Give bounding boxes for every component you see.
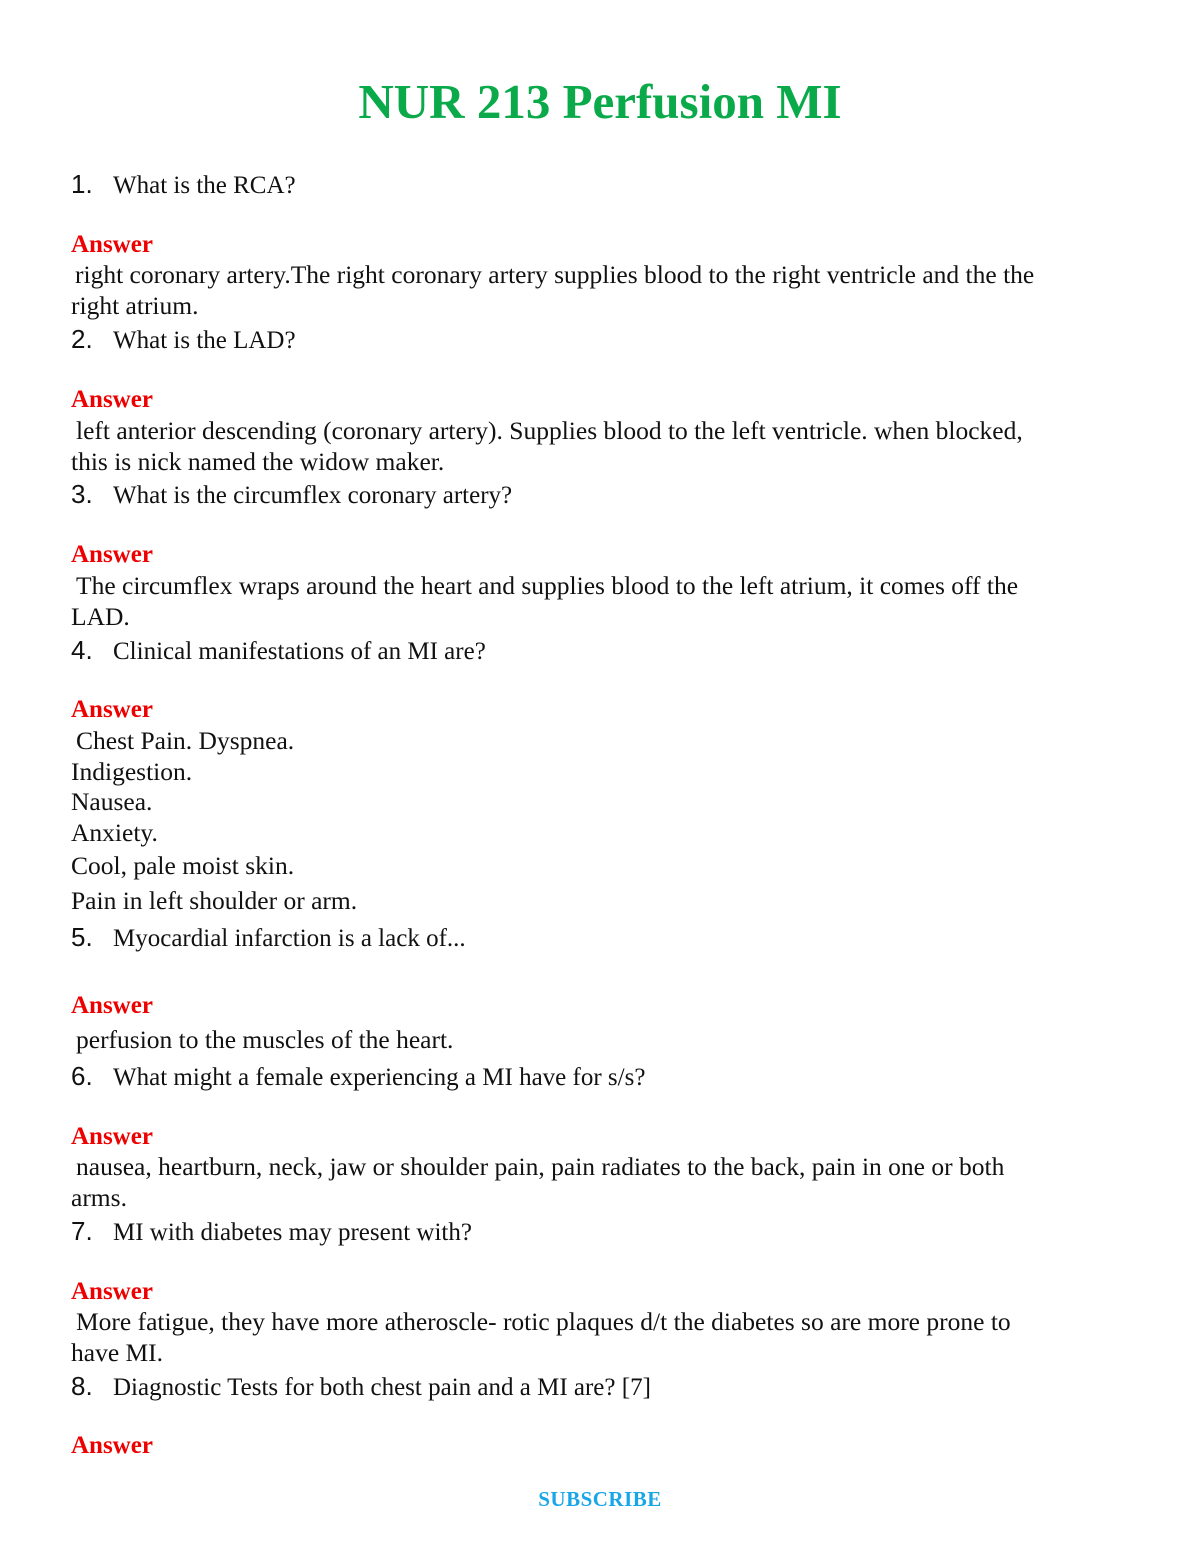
answer-label: Answer <box>71 696 153 723</box>
answer-7 <box>71 1306 1131 1368</box>
answer-text-line: Chest Pain. Dyspnea. <box>76 726 295 755</box>
answer-label: Answer <box>71 231 153 258</box>
question-4 <box>71 634 486 666</box>
answer-label: Answer <box>71 1123 153 1150</box>
answer-1 <box>71 259 1131 321</box>
question-number: 7. <box>71 1216 93 1246</box>
answer-label: Answer <box>71 541 153 568</box>
answer-text-line: Indigestion. <box>71 757 193 786</box>
page-title: NUR 213 Perfusion MI <box>358 74 842 129</box>
answer-text-line: perfusion to the muscles of the heart. <box>76 1025 454 1054</box>
question-3 <box>71 478 512 510</box>
answer-2 <box>71 415 1131 477</box>
question-number: 5. <box>71 922 93 952</box>
question-8 <box>71 1370 651 1402</box>
question-7 <box>71 1215 472 1247</box>
question-text: What is the RCA? <box>113 172 296 199</box>
answer-text-line: LAD. <box>71 602 130 631</box>
answer-text-line: have MI. <box>71 1338 164 1367</box>
answer-5 <box>71 1024 1131 1055</box>
question-text: Myocardial infarction is a lack of... <box>113 925 466 952</box>
question-text: Clinical manifestations of an MI are? <box>113 638 486 665</box>
answer-label: Answer <box>71 1432 153 1459</box>
answer-text-line: this is nick named the widow maker. <box>71 447 445 476</box>
question-text: What is the circumflex coronary artery? <box>113 482 513 509</box>
question-number: 3. <box>71 479 93 509</box>
answer-text-line: right atrium. <box>71 291 199 320</box>
question-number: 4. <box>71 635 93 665</box>
answer-label: Answer <box>71 386 153 413</box>
answer-text-line: arms. <box>71 1183 127 1212</box>
question-text: What is the LAD? <box>113 327 296 354</box>
answer-text-line: nausea, heartburn, neck, jaw or shoulder pain, pain radiates to the back, pain in one or both <box>76 1152 1005 1181</box>
question-text: MI with diabetes may present with? <box>113 1219 472 1246</box>
question-2 <box>71 323 296 355</box>
answer-text-line: Cool, pale moist skin. <box>71 851 295 880</box>
answer-text-line: The circumflex wraps around the heart and supplies blood to the left atrium, it comes off the <box>76 571 1019 600</box>
question-number: 2. <box>71 324 93 354</box>
subscribe-link[interactable]: SUBSCRIBE <box>538 1487 662 1511</box>
answer-4 <box>71 725 1131 916</box>
answer-text-line: right coronary artery.The right coronary artery supplies blood to the right ventricle and the the <box>75 260 1035 289</box>
answer-text-line: Nausea. <box>71 787 153 816</box>
answer-text-line: More fatigue, they have more atheroscle- rotic plaques d/t the diabetes so are more prone to <box>76 1307 1011 1336</box>
question-1 <box>71 168 296 200</box>
question-text: What might a female experiencing a MI have for s/s? <box>113 1064 646 1091</box>
answer-label: Answer <box>71 1278 153 1305</box>
answer-3 <box>71 570 1131 632</box>
answer-6 <box>71 1151 1131 1213</box>
question-text: Diagnostic Tests for both chest pain and a MI are? [7] <box>113 1374 651 1401</box>
answer-text-line: Pain in left shoulder or arm. <box>71 886 358 915</box>
answer-label: Answer <box>71 992 153 1019</box>
question-number: 8. <box>71 1371 93 1401</box>
question-5 <box>71 921 466 953</box>
question-number: 6. <box>71 1061 93 1091</box>
answer-text-line: Anxiety. <box>71 818 158 847</box>
answer-text-line: left anterior descending (coronary artery). Supplies blood to the left ventricle. when blocked, <box>76 416 1023 445</box>
question-number: 1. <box>71 169 93 199</box>
question-6 <box>71 1060 645 1092</box>
